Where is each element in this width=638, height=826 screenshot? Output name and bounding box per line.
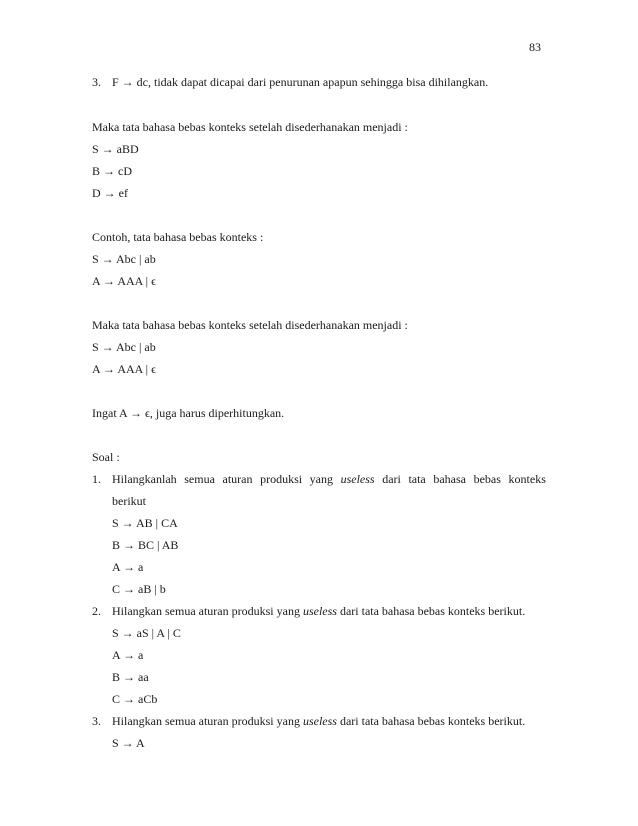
q1-word: konteks	[508, 472, 546, 486]
block2-rule: S → Abc | ab	[92, 252, 156, 266]
q3-number: 3.	[92, 714, 101, 728]
q1-word-emphasis: useless	[340, 472, 375, 486]
q2-text	[112, 604, 525, 618]
q1-rule: B → BC | AB	[112, 538, 179, 552]
q2-text-emphasis: useless	[302, 604, 337, 618]
block3-intro: Maka tata bahasa bebas konteks setelah disederhanakan menjadi :	[92, 318, 408, 332]
q1-word: semua	[184, 472, 215, 486]
q3-text-post: dari tata bahasa bebas konteks berikut.	[336, 714, 526, 728]
block2-rule: A → AAA | ϵ	[92, 274, 156, 288]
q2-rule: C → aCb	[112, 692, 158, 706]
block1-intro: Maka tata bahasa bebas konteks setelah disederhanakan menjadi :	[92, 120, 408, 134]
q1-text-cont: berikut	[112, 494, 146, 508]
q1-word: dari	[382, 472, 401, 486]
q1-rule: S → AB | CA	[112, 516, 178, 530]
q3-text-emphasis: useless	[302, 714, 337, 728]
item-3-text: F → dc, tidak dapat dicapai dari penurunan apapun sehingga bisa dihilangkan.	[112, 75, 489, 89]
q1-word: tata	[408, 472, 426, 486]
soal-heading: Soal :	[92, 450, 120, 464]
q2-text-pre: Hilangkan semua aturan produksi yang	[112, 604, 303, 618]
q2-rule: A → a	[112, 648, 144, 662]
note: Ingat A → ϵ, juga harus diperhitungkan.	[92, 406, 285, 420]
q1-word: aturan	[222, 472, 253, 486]
block2-intro: Contoh, tata bahasa bebas konteks :	[92, 230, 264, 244]
q2-number: 2.	[92, 604, 101, 618]
q1-text	[112, 472, 546, 486]
q1-rule: C → aB | b	[112, 582, 166, 596]
q3-rule: S → A	[112, 736, 145, 750]
block1-rule: S → aBD	[92, 142, 139, 156]
q1-number: 1.	[92, 472, 101, 486]
q1-word: yang	[309, 472, 333, 486]
q1-word: produksi	[260, 472, 303, 486]
q2-text-post: dari tata bahasa bebas konteks berikut.	[336, 604, 526, 618]
q2-rule: S → aS | A | C	[112, 626, 181, 640]
block3-rule: S → Abc | ab	[92, 340, 156, 354]
page-number: 83	[529, 40, 541, 54]
q1-word: Hilangkanlah	[112, 472, 177, 486]
q1-rule: A → a	[112, 560, 144, 574]
q2-rule: B → aa	[112, 670, 149, 684]
item-3-number: 3.	[92, 75, 101, 89]
block1-rule: D → ef	[92, 186, 128, 200]
q3-text	[112, 714, 525, 728]
block1-rule: B → cD	[92, 164, 132, 178]
q1-word: bahasa	[433, 472, 467, 486]
block3-rule: A → AAA | ϵ	[92, 362, 156, 376]
q3-text-pre: Hilangkan semua aturan produksi yang	[112, 714, 303, 728]
q1-word: bebas	[473, 472, 501, 486]
